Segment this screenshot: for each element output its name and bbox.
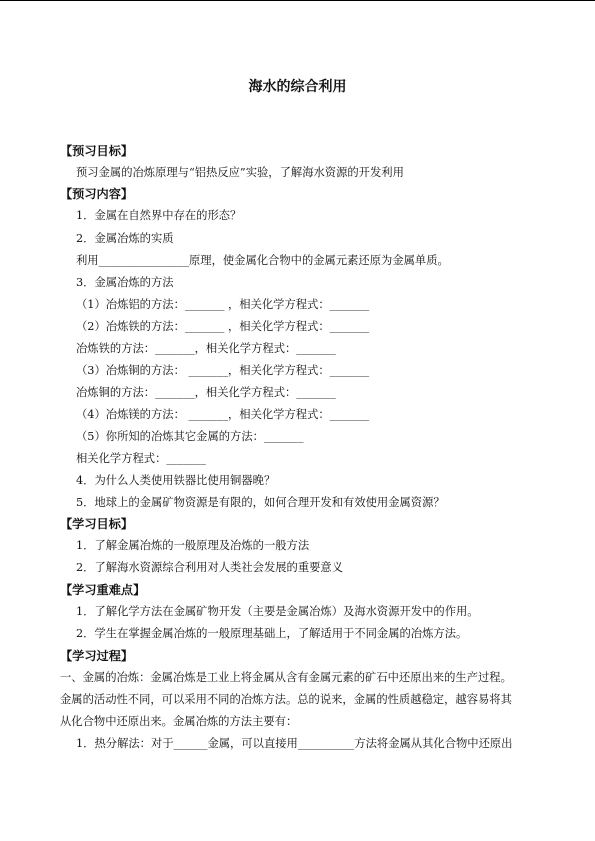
preview-question-3: 3．金属冶炼的方法 — [76, 276, 174, 289]
method-copper-extra: 冶炼铜的方法：_______，相关化学方程式：_______ — [76, 386, 336, 399]
learning-goal-item: 2．了解海水资源综合利用对人类社会发展的重要意义 — [76, 561, 344, 574]
section-heading-process: 【学习过程】 — [60, 649, 134, 663]
method-copper: （3）冶炼铜的方法： _______，相关化学方程式：_______ — [76, 364, 370, 377]
method-iron: （2）冶炼铁的方法：_______ ，相关化学方程式：_______ — [76, 320, 370, 333]
process-paragraph-line: 金属的活动性不同，可以采用不同的冶炼方法。总的说来，金属的性质越稳定，越容易将其 — [60, 693, 512, 706]
method-magnesium: （4）冶炼镁的方法： _______，相关化学方程式：_______ — [76, 408, 370, 421]
preview-question-2-fill: 利用________________原理，使金属化合物中的金属元素还原为金属单质。 — [76, 254, 449, 267]
top-border-line — [0, 0, 595, 1]
method-other-metals: （5）你所知的冶炼其它金属的方法：_______ — [76, 430, 304, 443]
preview-goal-text: 预习金属的冶炼原理与“铝热反应”实验，了解海水资源的开发利用 — [76, 166, 404, 179]
section-heading-key-points: 【学习重难点】 — [60, 583, 146, 597]
section-heading-preview-content: 【预习内容】 — [60, 187, 134, 201]
section-heading-preview-goal: 【预习目标】 — [60, 144, 134, 158]
preview-question-1: 1．金属在自然界中存在的形态？ — [76, 209, 242, 222]
preview-question-5: 5．地球上的金属矿物资源是有限的，如何合理开发和有效使用金属资源？ — [76, 496, 445, 509]
preview-question-4: 4．为什么人类使用铁器比使用铜器晚？ — [76, 474, 276, 487]
process-paragraph-line: 一、金属的冶炼：金属冶炼是工业上将金属从含有金属元素的矿石中还原出来的生产过程。 — [60, 671, 512, 684]
preview-question-2: 2．金属冶炼的实质 — [76, 232, 174, 245]
key-point-item: 2．学生在掌握金属冶炼的一般原理基础上，了解适用于不同金属的冶炼方法。 — [76, 627, 468, 640]
method-aluminum: （1）冶炼铝的方法：_______ ，相关化学方程式：_______ — [76, 298, 370, 311]
process-paragraph-line: 1．热分解法：对于______金属，可以直接用__________方法将金属从其化合物中还原出 — [76, 737, 513, 750]
method-iron-extra: 冶炼铁的方法：_______，相关化学方程式：_______ — [76, 342, 336, 355]
process-paragraph-line: 从化合物中还原出来。金属冶炼的方法主要有： — [60, 715, 298, 728]
key-point-item: 1．了解化学方法在金属矿物开发（主要是金属冶炼）及海水资源开发中的作用。 — [76, 605, 479, 618]
method-other-equation: 相关化学方程式：_______ — [76, 452, 206, 465]
section-heading-learning-goal: 【学习目标】 — [60, 517, 134, 531]
learning-goal-item: 1．了解金属冶炼的一般原理及冶炼的一般方法 — [76, 539, 310, 552]
page-title: 海水的综合利用 — [248, 79, 347, 95]
